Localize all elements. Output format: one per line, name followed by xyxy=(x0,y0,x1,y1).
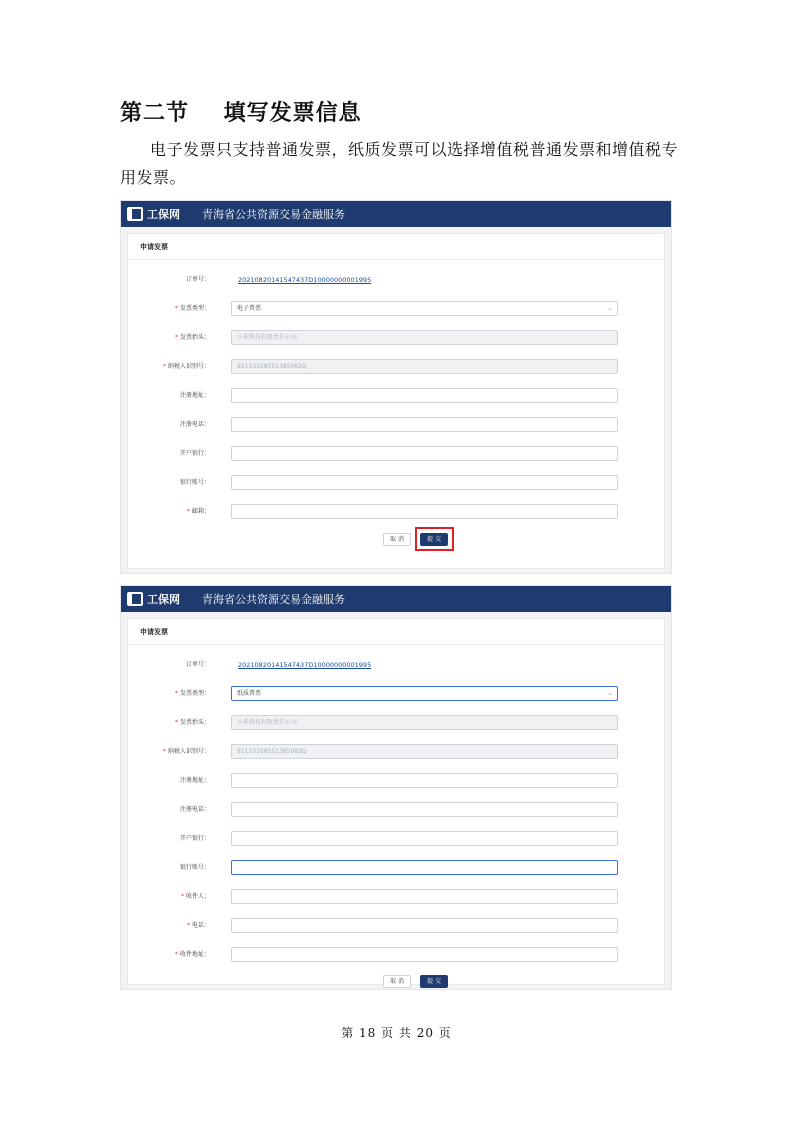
submit-button[interactable]: 提 交 xyxy=(420,533,448,546)
reg-phone-input[interactable] xyxy=(231,802,618,817)
logo-text: 工保网 xyxy=(147,208,180,221)
form-row-bank-account xyxy=(128,475,664,491)
logo-text: 工保网 xyxy=(147,593,180,606)
logo-icon xyxy=(127,592,143,606)
field-label: 银行账号： xyxy=(179,864,210,871)
form-row-tax-id xyxy=(128,744,664,760)
tax-id-field: 91110108551385082Q xyxy=(231,359,618,374)
cancel-button[interactable]: 取 消 xyxy=(383,533,411,546)
order-number-link[interactable]: 20210820141547437D10000000001995 xyxy=(238,661,372,669)
required-mark: * xyxy=(162,363,166,370)
bank-input[interactable] xyxy=(231,831,618,846)
field-label: 收件人： xyxy=(185,893,210,900)
email-input[interactable] xyxy=(231,504,618,519)
phone-input[interactable] xyxy=(231,918,618,933)
invoice-type-select[interactable] xyxy=(231,301,618,316)
required-mark: * xyxy=(180,893,184,900)
required-mark: * xyxy=(186,922,190,929)
field-label: 收件地址： xyxy=(179,951,210,958)
form-row-order-number xyxy=(128,272,664,288)
invoice-title-field: 小米科技有限责任公司 xyxy=(231,330,618,345)
select-value: 纸质普票 xyxy=(237,690,262,697)
bank-account-input[interactable] xyxy=(231,860,618,875)
invoice-form-screenshot-paper xyxy=(120,585,672,990)
submit-button[interactable]: 提 交 xyxy=(420,975,448,988)
form-row-reg-address xyxy=(128,773,664,789)
card-title: 申请发票 xyxy=(128,619,664,645)
form-row-order-number xyxy=(128,657,664,673)
field-label: 注册电话： xyxy=(179,421,210,428)
invoice-form-screenshot-electronic xyxy=(120,200,672,574)
invoice-card xyxy=(127,233,665,569)
form-row-invoice-type xyxy=(128,301,664,317)
page-footer: 第 18 页 共 20 页 xyxy=(341,1026,452,1040)
bank-input[interactable] xyxy=(231,446,618,461)
required-mark: * xyxy=(174,951,178,958)
order-number-link[interactable]: 20210820141547437D10000000001995 xyxy=(238,276,372,284)
chevron-down-icon: ⌄ xyxy=(607,689,613,697)
form-row-shipping-address xyxy=(128,947,664,963)
form-actions xyxy=(128,533,664,553)
field-label: 订单号： xyxy=(185,276,210,283)
invoice-type-select[interactable] xyxy=(231,686,618,701)
app-title: 青海省公共资源交易金融服务 xyxy=(202,593,345,606)
field-label: 电话： xyxy=(191,922,210,929)
required-mark: * xyxy=(174,719,178,726)
field-label: 开户银行： xyxy=(179,450,210,457)
shipping-address-input[interactable] xyxy=(231,947,618,962)
chevron-down-icon: ⌄ xyxy=(607,304,613,312)
field-label: 发票类型： xyxy=(179,690,210,697)
form-row-reg-address xyxy=(128,388,664,404)
app-header xyxy=(121,201,671,227)
form-actions xyxy=(128,975,664,995)
select-value: 电子普票 xyxy=(237,305,262,312)
logo-icon xyxy=(127,207,143,221)
form-row-invoice-title xyxy=(128,330,664,346)
form-row-recipient xyxy=(128,889,664,905)
required-mark: * xyxy=(174,305,178,312)
field-label: 邮箱： xyxy=(191,508,210,515)
required-mark: * xyxy=(174,334,178,341)
form-row-reg-phone xyxy=(128,417,664,433)
field-label: 注册地址： xyxy=(179,392,210,399)
reg-phone-input[interactable] xyxy=(231,417,618,432)
form-row-bank xyxy=(128,446,664,462)
app-header xyxy=(121,586,671,612)
field-label: 订单号： xyxy=(185,661,210,668)
field-label: 纳税人识别号： xyxy=(167,748,210,755)
form-row-tax-id xyxy=(128,359,664,375)
required-mark: * xyxy=(174,690,178,697)
section-paragraph: 电子发票只支持普通发票，纸质发票可以选择增值税普通发票和增值税专用发票。 xyxy=(120,140,679,187)
field-label: 纳税人识别号： xyxy=(167,363,210,370)
reg-address-input[interactable] xyxy=(231,773,618,788)
field-label: 发票类型： xyxy=(179,305,210,312)
form-row-reg-phone xyxy=(128,802,664,818)
section-heading: 第二节 填写发票信息 xyxy=(120,101,362,126)
field-label: 发票抬头： xyxy=(179,334,210,341)
form-row-email xyxy=(128,504,664,520)
required-mark: * xyxy=(186,508,190,515)
reg-address-input[interactable] xyxy=(231,388,618,403)
field-label: 银行账号： xyxy=(179,479,210,486)
field-label: 开户银行： xyxy=(179,835,210,842)
form-row-phone xyxy=(128,918,664,934)
bank-account-input[interactable] xyxy=(231,475,618,490)
required-mark: * xyxy=(162,748,166,755)
recipient-input[interactable] xyxy=(231,889,618,904)
app-title: 青海省公共资源交易金融服务 xyxy=(202,208,345,221)
field-label: 注册电话： xyxy=(179,806,210,813)
tax-id-field: 91110108551385082Q xyxy=(231,744,618,759)
field-label: 注册地址： xyxy=(179,777,210,784)
form-row-invoice-type xyxy=(128,686,664,702)
card-title: 申请发票 xyxy=(128,234,664,260)
invoice-title-field: 小米科技有限责任公司 xyxy=(231,715,618,730)
form-row-bank-account xyxy=(128,860,664,876)
cancel-button[interactable]: 取 消 xyxy=(383,975,411,988)
invoice-card xyxy=(127,618,665,985)
form-row-bank xyxy=(128,831,664,847)
form-row-invoice-title xyxy=(128,715,664,731)
field-label: 发票抬头： xyxy=(179,719,210,726)
